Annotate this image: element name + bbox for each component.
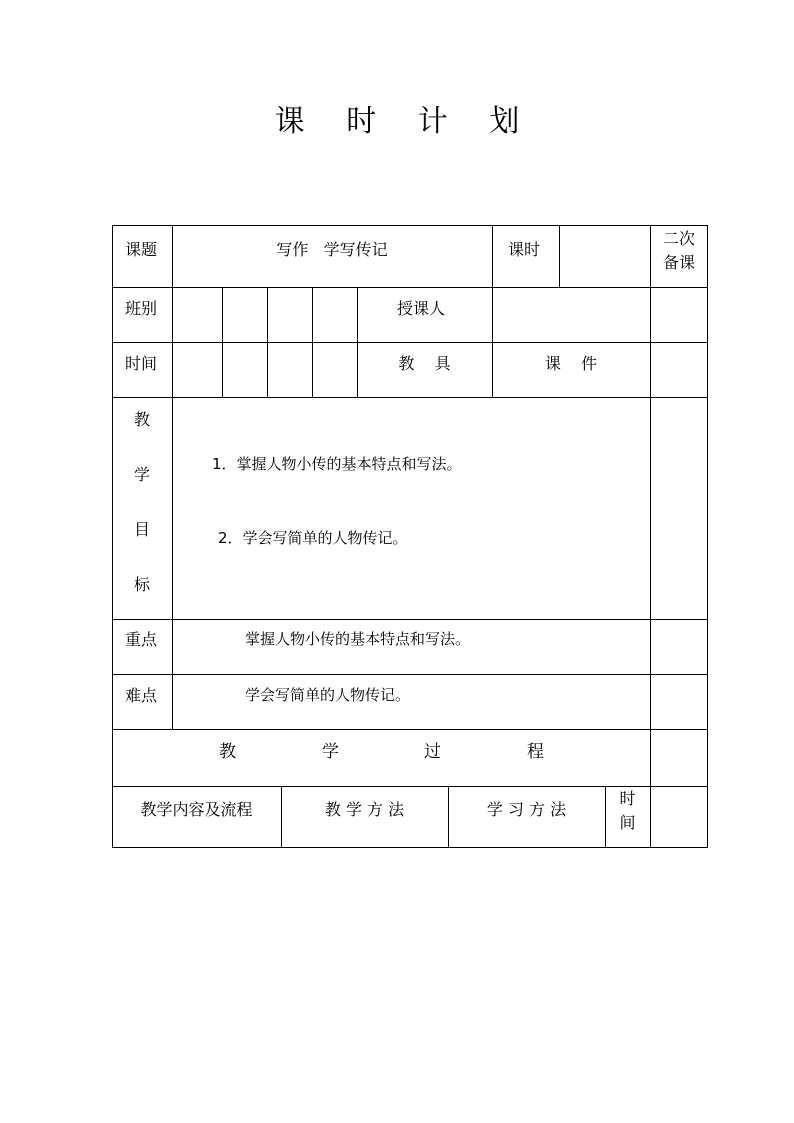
table-row-divider [112,674,708,675]
title-char: 课 [274,104,305,139]
table-row-divider [112,729,708,730]
table-col-divider [172,225,173,730]
table-row-divider [112,397,708,398]
objectives-label-char: 标 [133,575,150,594]
content-column-header: 教学内容及流程 [140,800,253,819]
difficulty-value: 学会写简单的人物传记。 [245,686,411,704]
second-prep-label-line2: 备课 [662,253,695,272]
table-col-divider [492,225,493,288]
table-border-top [112,225,708,226]
table-col-divider [357,287,358,398]
class-label: 班别 [125,299,158,318]
table-row-divider [112,287,708,288]
table-row-divider [112,786,708,787]
table-row-divider [112,342,708,343]
table-col-divider [559,225,560,288]
process-header-char: 教 [219,742,236,762]
table-row-divider [112,619,708,620]
table-border-right [707,225,708,848]
table-border-bottom [112,847,708,848]
teaching-method-column-header: 教 学 方 法 [324,800,405,819]
process-header-char: 程 [527,742,544,762]
learning-method-column-header: 学 习 方 法 [486,800,567,819]
topic-label: 课题 [125,240,158,259]
objective-item-2: 2．学会写简单的人物传记。 [218,529,408,547]
table-col-divider [222,287,223,398]
tools-label: 教 具 [398,354,451,373]
table-col-divider [267,287,268,398]
process-header-char: 学 [322,742,339,762]
teacher-label: 授课人 [397,299,446,318]
title-char: 计 [417,104,448,139]
table-col-divider [650,225,651,848]
table-col-divider [312,287,313,398]
topic-value: 写作 学写传记 [276,240,388,259]
objective-item-1: 1．掌握人物小传的基本特点和写法。 [212,455,462,473]
time-column-header-line1: 时 [619,789,636,808]
tools-value: 课 件 [544,354,598,373]
objectives-label-char: 教 [133,410,150,429]
period-label: 课时 [508,240,541,259]
page-title [0,96,794,140]
title-char: 划 [489,104,520,139]
process-header-char: 过 [424,742,441,762]
time-column-header-line2: 间 [619,813,636,832]
objectives-label-char: 学 [133,465,150,484]
key-point-value: 掌握人物小传的基本特点和写法。 [245,630,471,648]
title-char: 时 [346,104,377,139]
table-col-divider [492,287,493,398]
objectives-label-char: 目 [133,520,150,539]
key-point-label: 重点 [125,630,158,649]
time-label: 时间 [125,354,158,373]
difficulty-label: 难点 [125,686,158,705]
second-prep-label-line1: 二次 [662,229,695,248]
